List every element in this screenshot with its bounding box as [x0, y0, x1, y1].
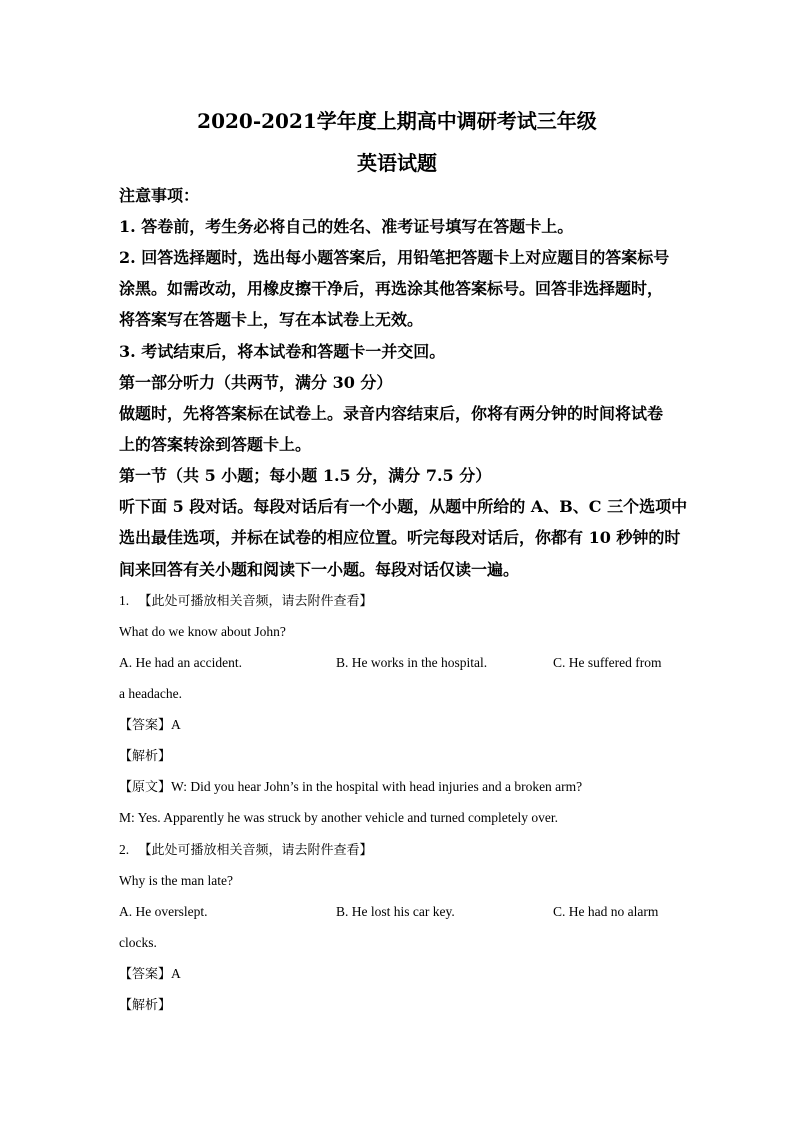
notes-heading: 注意事项： — [119, 186, 200, 205]
exam-subject: 英语试题 — [357, 151, 437, 175]
q1-option-c[interactable]: C. He suffered from — [553, 655, 662, 670]
q2-answer-tag: 【答案】 — [119, 967, 172, 982]
q1-option-a[interactable]: A. He had an accident. — [119, 655, 242, 670]
part1-intro-line-2: 上的答案转涂到答题卡上。 — [119, 435, 312, 454]
q1-audio-line — [119, 592, 373, 611]
section1-heading: 第一节（共 5 小题；每小题 1.5 分，满分 7.5 分） — [119, 466, 492, 485]
q1-option-c-cont: a headache. — [119, 686, 182, 701]
q1-analysis-label: 【解析】 — [119, 749, 172, 764]
q1-option-b[interactable]: B. He works in the hospital. — [336, 655, 488, 670]
note-1: 1. 答卷前，考生务必将自己的姓名、准考证号填写在答题卡上。 — [119, 217, 574, 236]
q1-original-m: M: Yes. Apparently he was struck by another vehicle and turned completely over. — [119, 810, 559, 825]
q2-answer-line — [119, 965, 181, 984]
q2-option-c[interactable]: C. He had no alarm — [553, 904, 659, 919]
q2-number: 2. — [119, 842, 130, 857]
q1-number: 1. — [119, 593, 130, 608]
q1-answer-line — [119, 716, 181, 735]
q1-audio-link[interactable]: 【此处可播放相关音频，请去附件查看】 — [138, 594, 373, 609]
q1-original-tag: 【原文】 — [119, 780, 172, 795]
q2-analysis-label: 【解析】 — [119, 998, 172, 1013]
section1-instr-line-1: 听下面 5 段对话。每段对话后有一个小题，从题中所给的 A、B、C 三个选项中 — [119, 497, 688, 516]
q2-audio-line — [119, 841, 373, 860]
q1-original-w: W: Did you hear John’s in the hospital with head injuries and a broken arm? — [171, 779, 583, 794]
part1-intro-line-1: 做题时，先将答案标在试卷上。录音内容结束后，你将有两分钟的时间将试卷 — [119, 404, 664, 423]
exam-title: 2020-2021学年度上期高中调研考试三年级 — [197, 109, 597, 133]
part1-heading: 第一部分听力（共两节，满分 30 分） — [119, 373, 393, 392]
note-2-line-2: 涂黑。如需改动，用橡皮擦干净后，再选涂其他答案标号。回答非选择题时， — [119, 279, 664, 298]
q1-answer-value: A — [171, 717, 181, 732]
q2-option-c-cont: clocks. — [119, 935, 157, 950]
section1-instr-line-2: 选出最佳选项，并标在试卷的相应位置。听完每段对话后，你都有 10 秒钟的时 — [119, 528, 681, 547]
q2-option-a[interactable]: A. He overslept. — [119, 904, 208, 919]
note-3: 3. 考试结束后，将本试卷和答题卡一并交回。 — [119, 342, 446, 361]
q2-question: Why is the man late? — [119, 873, 233, 888]
q2-answer-value: A — [171, 966, 181, 981]
q1-original-line — [119, 778, 582, 797]
note-2-line-3: 将答案写在答题卡上，写在本试卷上无效。 — [119, 310, 424, 329]
q1-question: What do we know about John? — [119, 624, 286, 639]
q2-analysis-tag — [119, 996, 171, 1015]
section1-instr-line-3: 间来回答有关小题和阅读下一小题。每段对话仅读一遍。 — [119, 560, 520, 579]
q1-answer-tag: 【答案】 — [119, 718, 172, 733]
note-2-line-1: 2. 回答选择题时，选出每小题答案后，用铅笔把答题卡上对应题目的答案标号 — [119, 248, 670, 267]
q2-audio-link[interactable]: 【此处可播放相关音频，请去附件查看】 — [138, 843, 373, 858]
q1-analysis-tag — [119, 747, 171, 766]
q2-option-b[interactable]: B. He lost his car key. — [336, 904, 455, 919]
